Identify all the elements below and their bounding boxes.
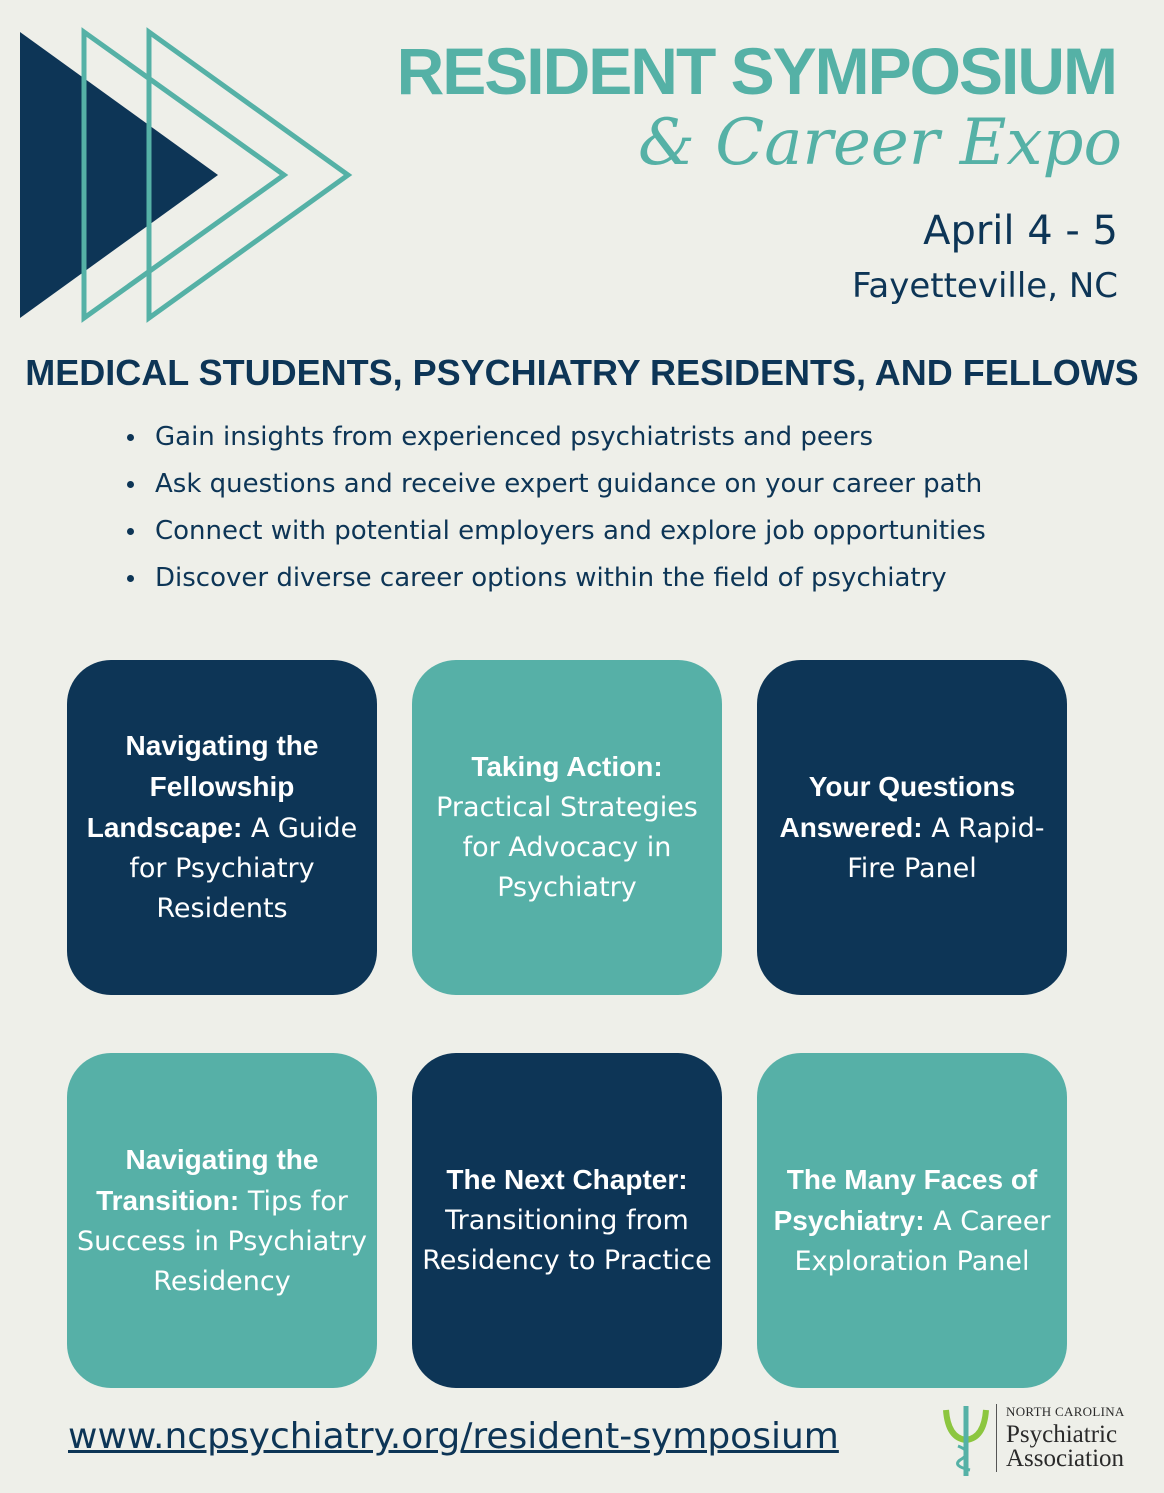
session-card-many-faces (757, 1053, 1067, 1388)
event-location: Fayetteville, NC (851, 266, 1118, 306)
session-card-advocacy (412, 660, 722, 995)
bullet-icon (127, 528, 134, 535)
logo-divider (996, 1404, 997, 1472)
org-name-line1: Psychiatric (1006, 1421, 1118, 1448)
benefit-item: Connect with potential employers and explore job opportunities (155, 508, 986, 555)
ncpa-logo (940, 1400, 1145, 1480)
session-desc: A Career Exploration Panel (794, 1205, 1051, 1277)
session-card-transition (67, 1053, 377, 1388)
session-title: Your Questions Answered: (779, 770, 1016, 843)
event-date: April 4 - 5 (923, 208, 1118, 254)
session-title: Navigating the Transition: (96, 1143, 319, 1216)
symposium-link[interactable]: www.ncpsychiatry.org/resident-symposium (68, 1416, 839, 1457)
bullet-icon (127, 575, 134, 582)
session-card-fellowship (67, 660, 377, 995)
benefit-item: Discover diverse career options within the field of psychiatry (155, 555, 986, 602)
benefit-item: Ask questions and receive expert guidance on your career path (155, 461, 986, 508)
bullet-icon (127, 481, 134, 488)
org-state: NORTH CAROLINA (1006, 1404, 1125, 1419)
session-desc: A Rapid-Fire Panel (847, 812, 1045, 884)
session-desc: Tips for Success in Psychiatry Residency (77, 1185, 367, 1297)
session-desc: Practical Strategies for Advocacy in Psychiatry (436, 792, 698, 903)
benefits-list (155, 414, 986, 602)
audience-heading: MEDICAL STUDENTS, PSYCHIATRY RESIDENTS, AND FELLOWS (25, 352, 1139, 393)
event-title: RESIDENT SYMPOSIUM (396, 34, 1116, 108)
session-title: The Many Faces of Psychiatry: (773, 1163, 1038, 1236)
benefit-item: Gain insights from experienced psychiatrists and peers (155, 414, 986, 461)
session-title: Taking Action: (471, 751, 663, 782)
bullet-icon (127, 434, 134, 441)
session-desc: Transitioning from Residency to Practice (422, 1205, 712, 1276)
event-subtitle: & Career Expo (637, 106, 1122, 180)
psi-caduceus-icon (940, 1400, 996, 1480)
org-name-line2: Association (1006, 1445, 1125, 1472)
session-title: The Next Chapter: (446, 1164, 688, 1195)
arrow-logo-icon (0, 0, 360, 330)
session-card-next-chapter (412, 1053, 722, 1388)
session-card-questions (757, 660, 1067, 995)
session-desc: A Guide for Psychiatry Residents (129, 813, 358, 924)
session-title: Navigating the Fellowship Landscape: (86, 730, 319, 843)
